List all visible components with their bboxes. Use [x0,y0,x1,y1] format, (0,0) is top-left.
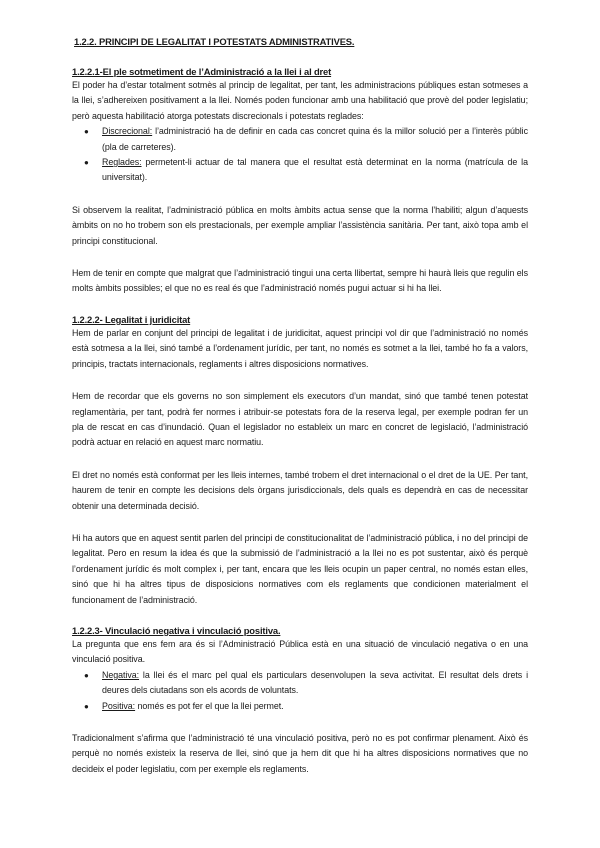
list-item [72,155,528,186]
bullet-icon: ● [84,670,89,680]
bullet-icon: ● [84,127,89,137]
paragraph: El dret no només està conformat per les lleis internes, també trobem el dret internacional o el dret de la UE. Per tant, haurem de tenir en compte les decisions dels òrgans jurisdiccionals, dels quals es dependrà en cas de necessitar obtenir una determinada decisió. [72,469,528,511]
paragraph: Hem de tenir en compte que malgrat que l’administració tingui una certa llibertat, sempre hi haurà lleis que regulin els molts àmbits possibles; el que no es real és que l’administració només pugui actuar si hi ha llei. [72,268,528,294]
list-item [72,699,528,714]
list-text: només es pot fer el que la llei permet. [135,700,284,711]
paragraph: Tradicionalment s’afirma que l’administració té una vinculació positiva, però no es pot confirmar plenament. Això és perquè no només existeix la reserva de llei, sinó que ja hem dit que hi ha altres disposicions normatives que no decideix el poder legislatiu, com per exemple els reglaments. [72,733,528,774]
list-item [72,124,528,155]
bullet-list [72,124,528,186]
paragraph: El poder ha d’estar totalment sotmès al princip de legalitat, per tant, les administracions públiques estan sotmeses a la llei, s’adhereixen positivament a la llei. Només poden funcionar amb una habilitació que provè del poder legislatiu; però aquesta habilitació atorga potestats discrecionals i potestats reglades: [72,80,528,121]
section-heading-2: 1.2.2.2- Legalitat i juridicitat [72,313,191,325]
bullet-icon: ● [84,701,89,711]
bullet-list [72,668,528,714]
list-term: Reglades: [102,157,142,168]
list-text: la llei és el marc pel qual els particulars desenvolupen la seva activitat. El resultat dels drets i deures dels ciutadans son els acords de voluntats. [102,669,528,696]
section-heading-3: 1.2.2.3- Vinculació negativa i vinculació positiva. [72,624,281,636]
list-term: Discrecional: [102,126,153,137]
paragraph: Hi ha autors que en aquest sentit parlen del principi de constitucionalitat de l’administració pública, i no del principi de legalitat. Pero en resum la idea és que la submissió de l’administració a la llei no es pot sustentar, això és perquè l’ordenament jurídic és molt complex i, per tant, encara que les lleis ocupin un paper central, no només estan elles, sinó que hi ha altres tipus de disposicions normatives com els reglaments que condicionen materialment el funcionament de l’administració. [72,532,528,605]
paragraph: Hem de recordar que els governs no son simplement els executors d’un mandat, sinó que també tenen potestat reglamentària, per tant, podrà fer normes i atribuir-se potestats fora de la reserva legal, per exemple podran fer un pla de rescat en cas d’inundació. Quan el legislador no estableix un marc en concret de legislació, l’administració podrà actuar en relació en aquest marc normatiu. [72,391,528,448]
bullet-icon: ● [84,158,89,168]
list-term: Positiva: [102,700,136,711]
list-text: permetent-li actuar de tal manera que el resultat està determinat en la norma (matrícula de la universitat). [102,157,528,183]
paragraph: Hem de parlar en conjunt del principi de legalitat i de juridicitat, aquest principi vol dir que l’administració no només està sotmesa a la llei, sinó també a l’ordenament jurídic, per tant, no només es sotmet a la llei, també ho fa a valors, principis, tractats internacionals, reglaments i altres disposicions normatives. [72,327,528,369]
list-item [72,668,528,699]
list-term: Negativa: [102,669,140,680]
document-page [72,36,528,777]
paragraph: Si observem la realitat, l’administració pública en molts àmbits actua sense que la norma l’habiliti; algun d’aquests àmbits on no ho trobem son els prestacionals, per exemple ampliar l’assistència sanitària. Per tant, això topa amb el principi constitucional. [72,204,528,246]
paragraph: La pregunta que ens fem ara és si l’Administració Pública està en una situació de vinculació negativa o en una vinculació positiva. [72,638,528,665]
document-title: 1.2.2. PRINCIPI DE LEGALITAT I POTESTATS ADMINISTRATIVES. [74,36,355,47]
list-text: l’administració ha de definir en cada cas concret quina és la millor solució per a l’interès públic (pla de carreteres). [102,126,528,152]
section-heading-1: 1.2.2.1-El ple sotmetiment de l’Administració a la llei i al dret [72,66,332,77]
